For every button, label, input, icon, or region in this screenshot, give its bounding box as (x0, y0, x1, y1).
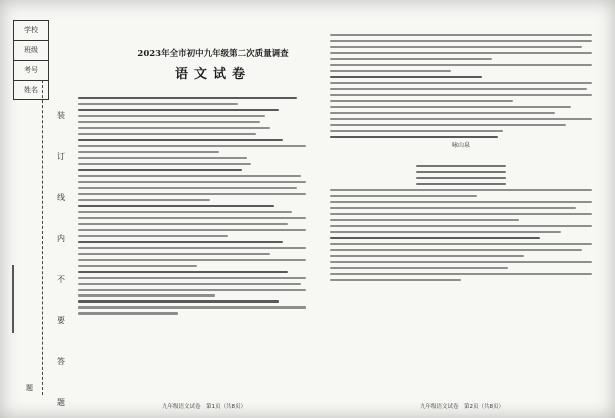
text-line (330, 231, 561, 233)
text-line (330, 88, 587, 90)
seal-char: 不 (57, 275, 65, 284)
text-line (78, 265, 197, 267)
text-line (330, 189, 592, 191)
text-line (78, 145, 306, 147)
seal-char: 线 (57, 193, 65, 202)
text-line (330, 237, 540, 239)
name-field: 姓名 (24, 86, 38, 94)
seal-line (42, 80, 43, 395)
poem-line (416, 165, 505, 167)
text-line (78, 133, 256, 135)
text-line (78, 121, 260, 123)
text-line (78, 217, 306, 219)
text-line (78, 306, 306, 308)
text-line (78, 247, 306, 249)
poem-title: 咏山泉 (451, 141, 470, 149)
subject-title: 语文试卷 (174, 67, 251, 82)
page-footer-2: 九年级语文试卷 第2页（共8页） (420, 404, 504, 410)
text-line (78, 115, 265, 117)
text-line (78, 151, 219, 153)
text-line (78, 103, 238, 105)
text-line (78, 271, 288, 273)
text-line (78, 312, 178, 314)
text-line (78, 139, 283, 141)
text-line (78, 169, 242, 171)
text-line (330, 76, 482, 78)
text-line (78, 229, 306, 231)
text-line (330, 213, 592, 215)
text-line (330, 273, 592, 275)
poem-line (416, 171, 505, 173)
corner-mark: 题 (26, 384, 33, 392)
text-line (330, 106, 571, 108)
text-line (330, 195, 477, 197)
text-line (78, 187, 297, 189)
text-line (330, 70, 451, 72)
text-line (78, 253, 270, 255)
poem-line (416, 177, 505, 179)
text-line (330, 64, 592, 66)
text-line (330, 243, 592, 245)
page-footer-1: 九年级语文试卷 第1页（共8页） (162, 404, 246, 410)
student-info-box (13, 20, 49, 100)
text-line (78, 235, 228, 237)
text-line (78, 97, 297, 99)
seal-char: 要 (57, 316, 65, 325)
binding-mark (12, 265, 14, 333)
text-line (78, 181, 306, 183)
text-line (330, 225, 592, 227)
text-line (330, 118, 592, 120)
text-line (78, 211, 292, 213)
text-line (78, 199, 210, 201)
class-field: 班级 (14, 41, 48, 61)
text-line (330, 40, 592, 42)
text-line (330, 100, 513, 102)
text-line (78, 157, 247, 159)
poem-line (416, 183, 505, 185)
text-line (330, 219, 519, 221)
poem-author (330, 153, 592, 161)
seal-char: 装 (57, 111, 65, 120)
exam-number-field: 考号 (14, 61, 48, 81)
text-line (330, 279, 461, 281)
text-line (78, 163, 251, 165)
text-line (330, 267, 508, 269)
text-line (330, 112, 555, 114)
text-line (330, 249, 582, 251)
text-line (330, 136, 498, 138)
seal-char: 订 (57, 152, 65, 161)
text-line (78, 223, 288, 225)
text-line (330, 255, 524, 257)
text-line (330, 52, 592, 54)
text-line (330, 34, 592, 36)
text-line (330, 94, 592, 96)
text-line (78, 193, 306, 195)
text-line (78, 294, 215, 296)
seal-line-text (55, 110, 67, 408)
text-line (330, 124, 566, 126)
text-line (330, 46, 582, 48)
exam-title: 2023年全市初中九年级第二次质量调查 (137, 49, 289, 59)
text-line (78, 283, 301, 285)
text-line (78, 277, 306, 279)
text-line (330, 201, 592, 203)
text-line (78, 175, 301, 177)
text-line (78, 205, 274, 207)
text-line (330, 261, 592, 263)
text-line (78, 109, 279, 111)
text-line (78, 289, 306, 291)
text-line (78, 259, 306, 261)
left-column-text (78, 97, 306, 315)
text-line (78, 300, 279, 302)
text-line (78, 241, 283, 243)
text-line (78, 127, 270, 129)
text-line (330, 58, 492, 60)
text-line (330, 207, 576, 209)
seal-char: 题 (57, 398, 65, 407)
right-column-text (330, 34, 592, 281)
text-line (330, 130, 503, 132)
seal-char: 内 (57, 234, 65, 243)
text-line (330, 82, 592, 84)
seal-char: 答 (57, 357, 65, 366)
school-field: 学校 (14, 21, 48, 41)
